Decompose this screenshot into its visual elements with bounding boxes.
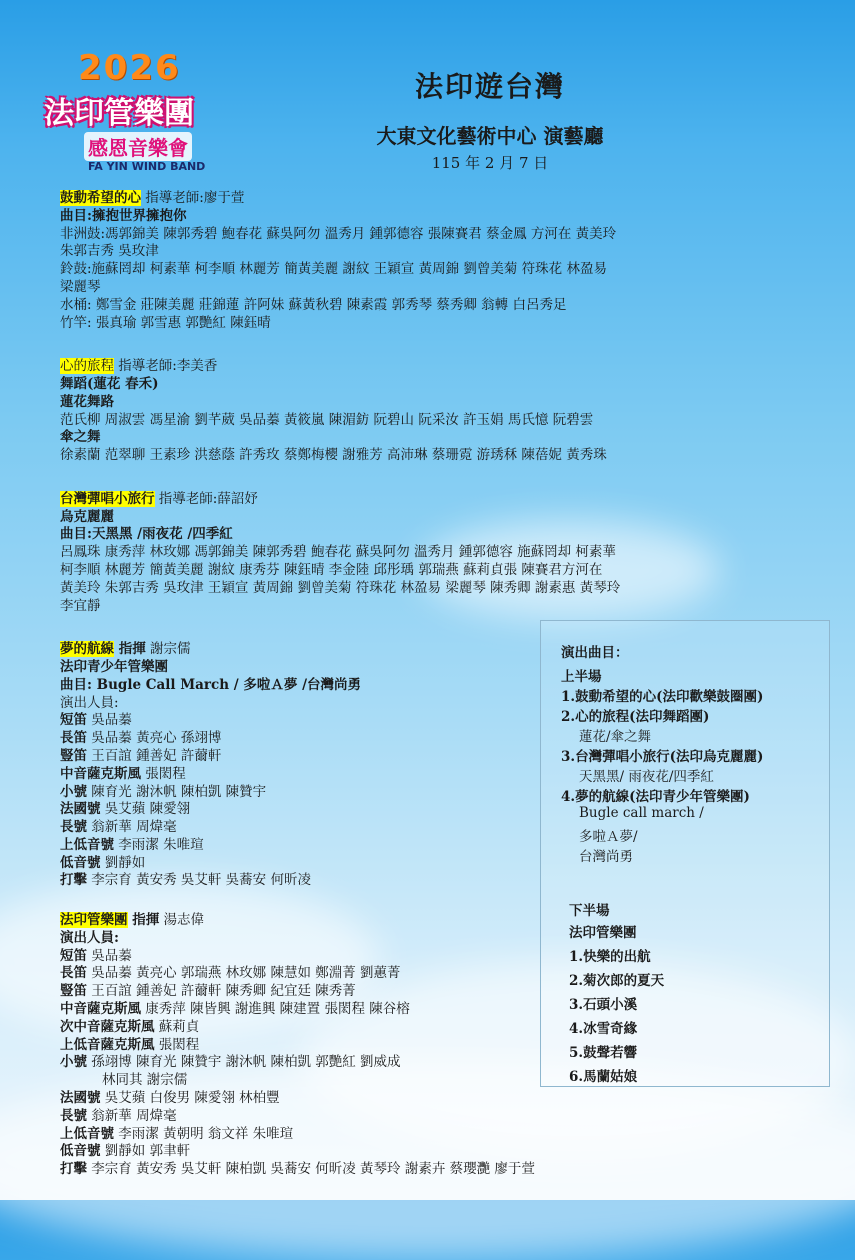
first-half-label: 上半場 bbox=[561, 669, 602, 685]
program-item: 5.鼓聲若響 bbox=[569, 1045, 638, 1061]
instrument-label: 長號 bbox=[60, 819, 87, 836]
instrument-label: 上低音號 bbox=[60, 1125, 114, 1142]
program-subitem: 蓮花/傘之舞 bbox=[579, 729, 652, 745]
venue: 大東文化藝術中心 演藝廳 bbox=[376, 124, 604, 148]
section2-lotus-members: 范氏柳 周淑雲 馮星渝 劉芊葳 吳品蓁 黃筱嵐 陳湄鈁 阮碧山 阮采汝 許玉娟 馬氏憶 阮碧雲 bbox=[60, 411, 594, 428]
player-names: 李雨潔 朱唯瑄 bbox=[114, 836, 204, 853]
player-names: 李宗育 黃安秀 吳艾軒 吳蕎安 何昕凌 bbox=[87, 872, 311, 889]
instrument-label: 法國號 bbox=[60, 801, 101, 818]
section4-band: 法印青少年管樂團 bbox=[60, 658, 168, 675]
section2-heading: 心的旅程 bbox=[60, 358, 114, 375]
section5-row bbox=[60, 1143, 850, 1161]
logo-concert-name: 感恩音樂會 bbox=[84, 132, 192, 161]
section3-line: 柯李順 林麗芳 簡黃美麗 謝紋 康秀芬 陳鈺晴 李金陸 邱彤瑀 郭瑞燕 蘇莉貞張 陳賽君方河在 bbox=[60, 561, 603, 578]
instrument-label: 法國號 bbox=[60, 1090, 101, 1107]
instrument-label: 上低音薩克斯風 bbox=[60, 1036, 155, 1053]
player-names: 王百誼 鍾善妃 許薾軒 陳秀卿 紀宜廷 陳秀菁 bbox=[87, 983, 356, 1000]
program-item: 4.冰雪奇緣 bbox=[569, 1021, 638, 1037]
instrument-label: 長號 bbox=[60, 1107, 87, 1124]
section5-heading: 法印管樂團 bbox=[60, 912, 128, 929]
player-names: 劉靜如 bbox=[100, 854, 146, 871]
player-names: 吳品蓁 黃亮心 郭瑞燕 林玫娜 陳慧如 鄭淵菁 劉蕙菁 bbox=[87, 965, 401, 982]
section2-heading-line bbox=[60, 358, 850, 376]
section5-row bbox=[60, 1090, 850, 1108]
section1-heading: 鼓動希望的心 bbox=[60, 190, 141, 206]
instrument-label: 長笛 bbox=[60, 965, 87, 982]
program-item: 2.菊次郎的夏天 bbox=[569, 973, 665, 989]
date: 115 年 2 月 7 日 bbox=[431, 154, 549, 172]
section2-umbrella-members: 徐素蘭 范翠聊 王素珍 洪慈蔭 許秀玫 蔡鄭梅櫻 謝雅芳 高沛琳 蔡珊霓 游琇秝 陳蓓妮 黃秀珠 bbox=[60, 447, 607, 464]
player-names: 張閎程 bbox=[154, 1036, 200, 1053]
program-item: 1.快樂的出航 bbox=[569, 949, 651, 965]
section1-teacher: 指導老師:廖于萱 bbox=[141, 190, 245, 206]
section3-heading: 台灣彈唱小旅行 bbox=[60, 490, 155, 507]
instrument-label: 豎笛 bbox=[60, 983, 87, 1000]
section1-line: 梁麗琴 bbox=[60, 278, 101, 295]
instrument-label: 小號 bbox=[60, 1054, 87, 1071]
program-item: 3.台灣彈唱小旅行(法印烏克麗麗) bbox=[561, 749, 764, 765]
player-names: 吳品蓁 bbox=[87, 712, 132, 729]
program-subitem: 天黑黑/ 雨夜花/四季紅 bbox=[579, 769, 714, 785]
logo-band-name: 法印管樂團 bbox=[44, 96, 194, 131]
second-half-label: 下半場 bbox=[569, 903, 610, 919]
section1-heading-line bbox=[60, 190, 850, 208]
player-names: 吳品蓁 黃亮心 孫翊博 bbox=[87, 730, 222, 747]
section1-line: 鈴鼓:施蘇罔却 柯素華 柯李順 林麗芳 簡黃美麗 謝紋 王穎宣 黃周錦 劉曾美菊 符珠花 林盈易 bbox=[60, 261, 607, 278]
section2-umbrella: 傘之舞 bbox=[60, 429, 101, 446]
player-names: 吳艾蘋 白俊男 陳愛翎 林柏豐 bbox=[100, 1090, 280, 1107]
instrument-label: 豎笛 bbox=[60, 747, 87, 764]
player-names: 吳品蓁 bbox=[87, 947, 132, 964]
instrument-label: 次中音薩克斯風 bbox=[60, 1018, 155, 1035]
player-names: 蘇莉貞 bbox=[154, 1018, 200, 1035]
player-names: 翁新華 周煒毫 bbox=[87, 1107, 177, 1124]
section5-role: 指揮 bbox=[127, 912, 160, 929]
second-half-band: 法印管樂團 bbox=[569, 925, 637, 941]
section1-tune: 曲目:擁抱世界擁抱你 bbox=[60, 207, 187, 224]
section5-performers-label: 演出人員: bbox=[60, 929, 119, 946]
instrument-label: 低音號 bbox=[60, 1143, 101, 1160]
program-item: 6.馬蘭姑娘 bbox=[569, 1069, 638, 1085]
section5-trumpet-continued: 林同其 謝宗儒 bbox=[102, 1072, 188, 1089]
player-names: 王百誼 鍾善妃 許薾軒 bbox=[87, 747, 222, 764]
player-names: 吳艾蘋 陳愛翎 bbox=[100, 801, 191, 818]
instrument-label: 打擊 bbox=[60, 872, 87, 889]
section3-tunes: 曲目:天黑黑 /雨夜花 /四季紅 bbox=[60, 526, 233, 543]
section3-group: 烏克麗麗 bbox=[60, 508, 114, 525]
player-names: 劉靜如 郭聿軒 bbox=[100, 1143, 191, 1160]
instrument-label: 短笛 bbox=[60, 712, 87, 729]
page-title: 法印遊台灣 bbox=[414, 70, 565, 103]
instrument-label: 中音薩克斯風 bbox=[60, 765, 141, 782]
section4-role: 指揮 bbox=[114, 641, 146, 658]
section4-tunes: 曲目: Bugle Call March / 多啦Ａ夢 /台灣尚勇 bbox=[60, 676, 362, 693]
player-names: 李宗育 黃安秀 吳艾軒 陳柏凱 吳蕎安 何昕凌 黃琴玲 謝素卉 蔡瓔灧 廖于萱 bbox=[87, 1161, 535, 1178]
section4-heading: 夢的航線 bbox=[60, 641, 114, 658]
section5-row bbox=[60, 1108, 850, 1126]
player-names: 張閎程 bbox=[141, 765, 186, 782]
instrument-label: 上低音號 bbox=[60, 836, 114, 853]
section4-conductor: 謝宗儒 bbox=[145, 641, 191, 658]
program-subitem: 台灣尚勇 bbox=[579, 849, 633, 865]
program-box bbox=[540, 620, 830, 1087]
program-subitem: Bugle call march / bbox=[579, 805, 704, 821]
instrument-label: 小號 bbox=[60, 783, 87, 800]
instrument-label: 打擊 bbox=[60, 1161, 87, 1178]
section1-line: 非洲鼓:馮郭錦美 陳郭秀碧 鮑春花 蘇吳阿勿 溫秀月 鍾郭德容 張陳賽君 蔡金鳳 方河在 黃美玲 bbox=[60, 225, 617, 242]
program-item: 3.石頭小溪 bbox=[569, 997, 638, 1013]
player-names: 翁新華 周煒毫 bbox=[87, 819, 177, 836]
section5-row bbox=[60, 1161, 850, 1179]
section1-line: 水桶: 鄭雪金 莊陳美麗 莊錦蓮 許阿妹 蘇黃秋碧 陳素霞 郭秀琴 蔡秀卿 翁轉 白呂秀足 bbox=[60, 296, 567, 313]
program-item: 4.夢的航線(法印青少年管樂團) bbox=[561, 789, 750, 805]
section2-dance: 舞蹈(蓮花 春禾) bbox=[60, 375, 159, 392]
logo-year: 2026 bbox=[78, 48, 181, 88]
logo-english-name: FA YIN WIND BAND bbox=[88, 160, 206, 173]
section3-line: 呂鳳珠 康秀萍 林玫娜 馮郭錦美 陳郭秀碧 鮑春花 蘇吳阿勿 溫秀月 鍾郭德容 施蘇罔却 柯素華 bbox=[60, 544, 616, 561]
section3-heading-line bbox=[60, 491, 850, 509]
program-item: 2.心的旅程(法印舞蹈團) bbox=[561, 709, 710, 725]
program-item: 1.鼓動希望的心(法印歡樂鼓圈團) bbox=[561, 689, 764, 705]
player-names: 李雨潔 黃朝明 翁文祥 朱唯瑄 bbox=[114, 1125, 294, 1142]
section4-performers-label: 演出人員: bbox=[60, 694, 119, 711]
section3-line: 黃美玲 朱郭吉秀 吳玫津 王穎宣 黃周錦 劉曾美菊 符珠花 林盈易 梁麗琴 陳秀卿 謝素惠 黃琴玲 bbox=[60, 579, 621, 596]
section5-row bbox=[60, 1126, 850, 1144]
section5-conductor: 湯志偉 bbox=[159, 912, 204, 929]
section3-teacher: 指導老師:薛詔妤 bbox=[154, 490, 258, 507]
section2-lotus: 蓮花舞路 bbox=[60, 393, 114, 410]
instrument-label: 長笛 bbox=[60, 730, 87, 747]
player-names: 康秀萍 陳皆興 謝進興 陳建置 張閎程 陳谷榕 bbox=[141, 1001, 410, 1018]
instrument-label: 中音薩克斯風 bbox=[60, 1001, 141, 1018]
player-names: 孫翊博 陳育光 陳贊宇 謝沐帆 陳柏凱 郭艷紅 劉威成 bbox=[87, 1054, 401, 1071]
program-title: 演出曲目： bbox=[561, 645, 629, 661]
section3-line: 李宜靜 bbox=[60, 597, 101, 614]
program-subitem: 多啦Ａ夢/ bbox=[579, 829, 638, 845]
instrument-label: 短笛 bbox=[60, 947, 87, 964]
section2-teacher: 指導老師:李美香 bbox=[114, 358, 218, 375]
player-names: 陳育光 謝沐帆 陳柏凱 陳贊宇 bbox=[87, 783, 267, 800]
section1-line: 朱郭吉秀 吳玫津 bbox=[60, 243, 159, 260]
band-logo bbox=[40, 48, 230, 178]
section1-line: 竹竿: 張真瑜 郭雪惠 郭艷紅 陳鈺晴 bbox=[60, 314, 271, 331]
instrument-label: 低音號 bbox=[60, 854, 101, 871]
